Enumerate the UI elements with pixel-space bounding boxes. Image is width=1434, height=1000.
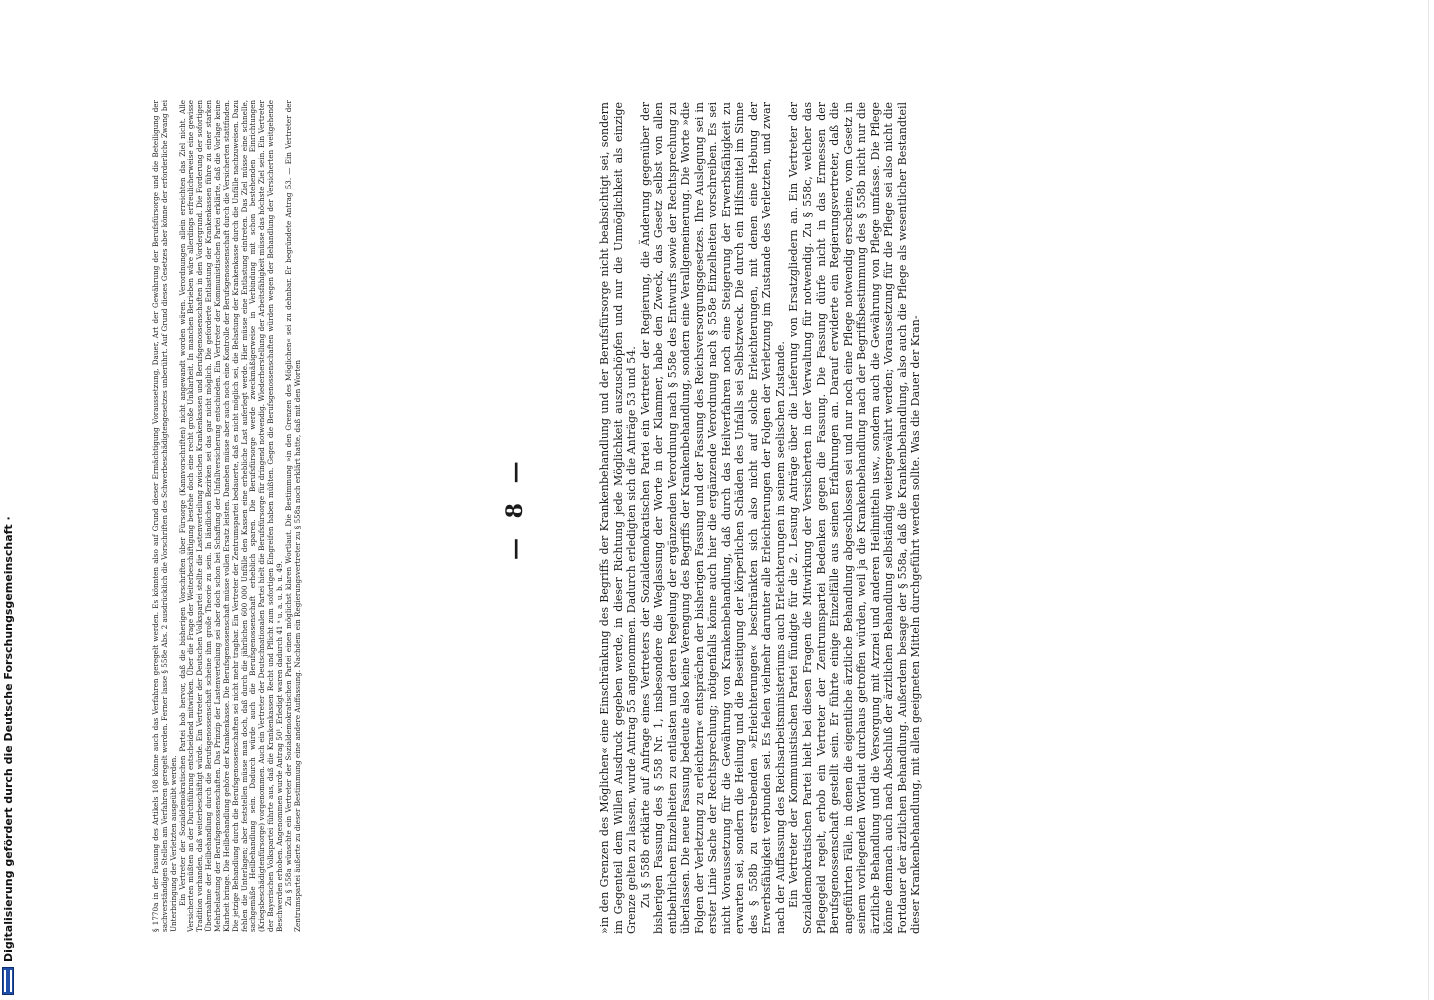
paragraph: Ein Vertreter der Kommunistischen Partei fündigte für die 2. Lesung Anträge über die Lieferung von Ersatzgliedern an. Ein Vertreter der Sozialdemokratischen Partei hielt bei diesen Fragen die Mitwirkung der Versicherten in der Verwaltung für notwendig. Zu § 558c, welcher das Pflegegeld regelt, erhob ein Vertreter der Zentrumspartei Bedenken gegen die Fassung. Die Fassung dürfe nicht in das Ermessen der Berufsgenossenschaft gestellt sein. Er führte einige Einzelfälle aus seinen Erfahrungen an. Darauf erwiderte ein Regierungsvertreter, daß die angeführten Fälle, in denen die eigentliche ärztliche Behandlung abgeschlossen sei und nur noch eine Pflege notwendig erscheine, vom Gesetz in seinem vorliegenden Wortlaut durchaus getroffen würden, weil ja die Krankenbehandlung nach der Begriffsbestimmung des § 558b nicht nur die ärztliche Behandlung und die Versorgung mit Arznei und anderen Heilmitteln usw., sondern auch die Gewährung von Pflege umfasse. Die Pflege könne demnach auch nach Abschluß der ärztlichen Behandlung selbständig weitergewährt werden; Voraussetzung für die Pflege sei also nicht die Fortdauer der ärztlichen Behandlung. Außerdem besage der § 558a, daß die Krankenbehandlung, also auch die Pflege als wesentlicher Bestandteil dieser Krankenbehandlung, mit allen geeigneten Mitteln durchgeführt werden sollte. Was die Dauer der Kran- <box>787 102 923 934</box>
paragraph: Ein Vertreter der Sozialdemokratischen Partei hob hervor, daß die bisherigen Vorschriften über Fürsorge (Kannvorschriften) nicht angewandt worden wären. Verordnungen allein erreichten das Ziel nicht. Alle Versicherten müßten an der Durchführung entscheidend mitwirken. Über die Frage der Weiterbeschäftigung bestehe doch eine recht große Unklarheit. In manchen Betrieben wäre allerdings erfreulicherweise eine gewisse Tradition vorhanden, daß weiterbeschäftigt würde. Ein Vertreter der Deutschen Volkspartei stellte die Lastenverteilung zwischen Krankenkassen und Berufsgenossenschaften in den Vordergrund. Die Forderung der sofortigen Übernahme der Heilbehandlung durch die Berufsgenossenschaft scheine ihm große Theorie zu sein. In ländlichen Bezirken sei das gar nicht möglich. Die geforderte Entlastung der Krankenkassen führe zu einer starken Mehrbelastung der Berufsgenossenschaften. Das Prinzip der Lastenverteilung sei aber doch schon bei Schaffung der Unfallversicherung entschieden. Ein Vertreter der Kommunistischen Partei erklärte, daß die Vorlage keine Klarheit bringe. Die Heilbehandlung gehöre der Krankenkasse. Die Berufsgenossenschaft müsse vollen Ersatz leisten. Daneben müsse aber auch noch eine Kontrolle der Berufsgenossenschaft durch die Versicherten stattfinden. Die jetzige Behandlung durch die Berufsgenossenschaften sei nicht mehr tragbar. Ein Vertreter der Zentrumspartei bedauerte, daß es nicht möglich sei, die Belastung der Krankenkasse durch die Unfälle nachzuweisen. Dazu fehlen die Unterlagen; aber feststellen müsse man doch, daß durch die jährlichen 600 000 Unfälle den Kassen eine erhebliche Last auferlegt werde. Hier müsse eine Entlastung eintreten. Das Ziel müsse eine schnelle, sachgemäße Heilbehandlung sein. Dadurch würde auch die Berufsgenossenschaft erheblich sparen. Die Berufsfürsorge werde zweckmäßigerweise in Verbindung mit schon bestehenden Einrichtungen (Kriegsbeschädigtenfürsorge) vorgenommen. Auch ein Vertreter der Deutschnationalen Partei hielt die Berufsfürsorge für dringend notwendig. Wiederherstellung der Arbeitsfähigkeit müsse das höchste Ziel sein. Ein Vertreter der Bayerischen Volkspartei führte aus, daß die Krankenkassen Recht und Pflicht zum sofortigen Eingreifen haben müßten. Gegen die Berufsgenossenschaften würden wegen der Behandlung der Versicherten weitgehende Beschwerden erhoben. Angenommen wurde Antrag 50¹. Erledigt waren dadurch 41 ᵃ u. a. u. b. u. 49. <box>177 100 285 932</box>
text-column-1 <box>152 100 304 932</box>
page-number: — 8 — <box>502 455 528 560</box>
digitization-footer: Digitalisierung gefördert durch die Deutsche Forschungsgemeinschaft · <box>2 516 15 962</box>
scan-edge <box>1428 0 1429 1000</box>
dfg-logo-icon <box>2 967 14 995</box>
text-column-2 <box>598 102 928 934</box>
paragraph: »in den Grenzen des Möglichen« eine Einschränkung des Begriffs der Krankenbehandlung und der Berufsfürsorge nicht beabsichtigt sei, sondern im Gegenteil dem Willen Ausdruck gegeben werde, in dieser Richtung jede Möglichkeit auszuschöpfen und nur die Unmöglichkeit als einzige Grenze gelten zu lassen, wurde Antrag 55 angenommen. Dadurch erledigten sich die Anträge 53 und 54. <box>598 102 639 934</box>
paragraph: § 1770a in der Fassung des Artikels 108 könne auch das Verfahren geregelt werden. Es könnten also auf Grund dieser Ermächtigung Voraussetzung, Dauer, Art der Gewährung der Berufsfürsorge und die Beteiligung der sachverständigen Stellen am Verfahren geregelt werden. Ferner lasse § 558e Abs. 2 ausdrücklich die Vorschriften des Schwerbeschädigtengesetzes unberührt. Auf Grund dieses Gesetzes aber könne der erforderliche Zwang bei Unterbringung der Verletzten ausgeübt werden. <box>151 100 178 932</box>
paragraph: Zu § 558a wünschte ein Vertreter der Sozialdemokratischen Partei einen möglichst klaren Wortlaut. Die Bestimmung »in den Grenzen des Möglichen« sei zu dehnbar. Er begründete Antrag 53. — Ein Vertreter der Zentrumspartei äußerte zu dieser Bestimmung eine andere Auffassung. Nachdem ein Regierungsvertreter zu § 558a noch erklärt hatte, daß mit den Worten <box>283 100 302 932</box>
paragraph: Zu § 558b erklärte auf Anfrage eines Vertreters der Sozialdemokratischen Partei ein Vertreter der Regierung, die Änderung gegenüber der bisherigen Fassung des § 558 Nr. 1, insbesondere die Weglassung der Worte in der Klammer, habe den Zweck, das Gesetz selbst von allen entbehrlichen Einzelheiten zu entlasten und deren Regelung der ergänzenden Verordnung nach § 558e des Entwurfs sowie der Rechtsprechung zu überlassen. Die neue Fassung bedeute also keine Verengung des Begriffs der Krankenbehandlung, sondern eine Verallgemeinerung. Die Worte »die Folgen der Verletzung zu erleichtern« entsprächen der bisherigen Fassung und der Fassung des Reichsversorgungsgesetzes. Ihre Auslegung sei in erster Linie Sache der Rechtsprechung; nötigenfalls könne auch hier die ergänzende Verordnung nach § 558e Einzelheiten vorschreiben. Es sei nicht Voraussetzung für die Gewährung von Krankenbehandlung, daß durch das Heilverfahren noch eine Steigerung der Erwerbsfähigkeit zu erwarten sei, sondern die Heilung und die Beseitigung der körperlichen Schäden des Unfalls sei Selbstzweck. Die durch ein Hilfsmittel im Sinne des § 558b zu erstrebenden »Erleichterungen« beschränkten sich also nicht auf solche Erleichterungen, mit denen eine Hebung der Erwerbsfähigkeit verbunden sei. Es fielen vielmehr darunter alle Erleichterungen der Folgen der Verletzung im Zustande des Verletzten, und zwar nach der Auffassung des Reichsarbeitsministeriums auch Erleichterungen in seinem seelischen Zustande. <box>638 102 787 934</box>
